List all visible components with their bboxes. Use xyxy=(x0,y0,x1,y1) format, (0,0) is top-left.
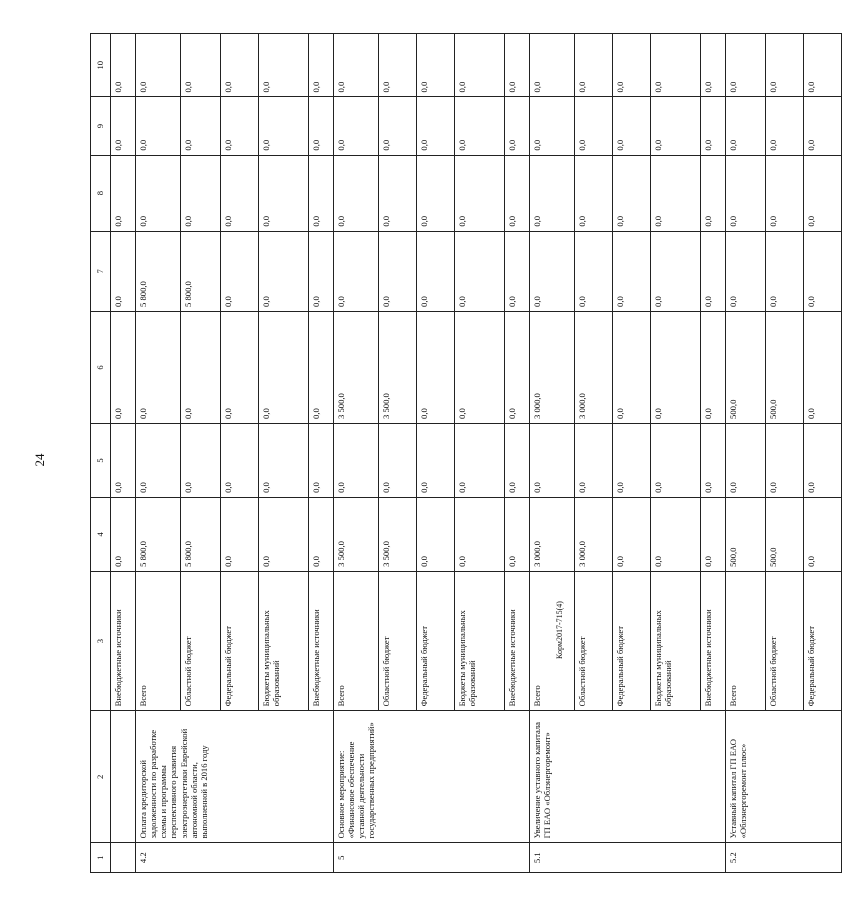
value-cell: 0,0 xyxy=(181,311,221,423)
value-cell: 0,0 xyxy=(726,97,766,155)
page-number: 24 xyxy=(32,453,47,467)
column-header: 6 xyxy=(91,311,111,423)
value-cell: 0,0 xyxy=(455,423,505,497)
value-cell: 0,0 xyxy=(309,497,334,571)
value-cell: 0,0 xyxy=(309,311,334,423)
value-cell: 0,0 xyxy=(766,34,804,97)
value-cell: 0,0 xyxy=(181,155,221,231)
value-cell: 0,0 xyxy=(575,34,613,97)
value-cell: 0,0 xyxy=(181,34,221,97)
value-cell: 0,0 xyxy=(804,311,842,423)
value-cell: 0,0 xyxy=(221,231,259,311)
value-cell: 0,0 xyxy=(726,423,766,497)
value-cell: 0,0 xyxy=(613,155,651,231)
value-cell: 5 800,0 xyxy=(181,231,221,311)
measure-name-cell: Оплата кредиторской задолженности по разработке схемы и программы перспективного развития электроэнергетики Еврейской автономной области, выполненной в 2016 году xyxy=(136,711,334,843)
value-cell: 0,0 xyxy=(111,497,136,571)
row-index-cell: 5.2 xyxy=(726,843,842,873)
value-cell: 0,0 xyxy=(505,155,530,231)
value-cell: 0,0 xyxy=(530,155,575,231)
column-header: 10 xyxy=(91,34,111,97)
value-cell: 0,0 xyxy=(701,155,726,231)
funding-source-cell: Областной бюджет xyxy=(181,571,221,710)
value-cell: 0,0 xyxy=(530,231,575,311)
value-cell: 0,0 xyxy=(111,423,136,497)
value-cell: 0,0 xyxy=(613,497,651,571)
value-cell: 0,0 xyxy=(726,231,766,311)
value-cell: 0,0 xyxy=(309,155,334,231)
value-cell: 0,0 xyxy=(379,423,417,497)
value-cell: 0,0 xyxy=(417,231,455,311)
value-cell: 0,0 xyxy=(334,423,379,497)
value-cell: 0,0 xyxy=(309,97,334,155)
measure-name-cell xyxy=(111,711,136,843)
value-cell: 0,0 xyxy=(613,231,651,311)
value-cell: 5 800,0 xyxy=(136,231,181,311)
value-cell: 0,0 xyxy=(505,423,530,497)
funding-source-cell: Всего xyxy=(530,571,575,710)
column-header: 3 xyxy=(91,571,111,710)
value-cell: 0,0 xyxy=(701,97,726,155)
row-index-cell: 5.1 xyxy=(530,843,726,873)
column-header: 7 xyxy=(91,231,111,311)
value-cell: 0,0 xyxy=(309,231,334,311)
value-cell: 5 800,0 xyxy=(181,497,221,571)
document-code: Корм2017-715(4) xyxy=(555,601,564,659)
value-cell: 500,0 xyxy=(726,311,766,423)
value-cell: 0,0 xyxy=(613,34,651,97)
value-cell: 0,0 xyxy=(455,497,505,571)
value-cell: 0,0 xyxy=(417,497,455,571)
value-cell: 0,0 xyxy=(505,231,530,311)
funding-source-cell: Федеральный бюджет xyxy=(613,571,651,710)
funding-source-cell: Областной бюджет xyxy=(575,571,613,710)
value-cell: 0,0 xyxy=(766,155,804,231)
value-cell: 0,0 xyxy=(575,231,613,311)
column-header: 4 xyxy=(91,497,111,571)
value-cell: 0,0 xyxy=(613,97,651,155)
value-cell: 0,0 xyxy=(111,34,136,97)
value-cell: 0,0 xyxy=(766,231,804,311)
value-cell: 0,0 xyxy=(136,34,181,97)
value-cell: 3 500,0 xyxy=(379,311,417,423)
value-cell: 0,0 xyxy=(726,155,766,231)
value-cell: 3 000,0 xyxy=(575,311,613,423)
value-cell: 0,0 xyxy=(259,497,309,571)
value-cell: 0,0 xyxy=(181,423,221,497)
value-cell: 0,0 xyxy=(455,311,505,423)
column-header: 9 xyxy=(91,97,111,155)
value-cell: 0,0 xyxy=(651,311,701,423)
value-cell: 0,0 xyxy=(221,423,259,497)
value-cell: 0,0 xyxy=(505,34,530,97)
value-cell: 0,0 xyxy=(309,34,334,97)
value-cell: 0,0 xyxy=(259,97,309,155)
value-cell: 0,0 xyxy=(651,497,701,571)
value-cell: 0,0 xyxy=(613,311,651,423)
funding-source-cell: Федеральный бюджет xyxy=(221,571,259,710)
value-cell: 0,0 xyxy=(111,97,136,155)
value-cell: 0,0 xyxy=(417,423,455,497)
value-cell: 0,0 xyxy=(455,97,505,155)
value-cell: 0,0 xyxy=(575,97,613,155)
budget-table xyxy=(90,33,842,873)
value-cell: 0,0 xyxy=(575,423,613,497)
column-header: 1 xyxy=(91,843,111,873)
measure-name-cell: Увеличение уставного капитала ГП ЕАО «Облэнергоремонт» xyxy=(530,711,726,843)
value-cell: 0,0 xyxy=(701,423,726,497)
value-cell: 0,0 xyxy=(136,155,181,231)
funding-source-cell: Бюджеты муниципальных образований xyxy=(651,571,701,710)
funding-source-cell: Всего xyxy=(726,571,766,710)
value-cell: 0,0 xyxy=(379,155,417,231)
value-cell: 0,0 xyxy=(379,231,417,311)
value-cell: 0,0 xyxy=(766,423,804,497)
header-row xyxy=(91,34,111,873)
value-cell: 0,0 xyxy=(334,155,379,231)
value-cell: 0,0 xyxy=(136,423,181,497)
value-cell: 0,0 xyxy=(259,34,309,97)
value-cell: 0,0 xyxy=(804,34,842,97)
value-cell: 500,0 xyxy=(766,311,804,423)
value-cell: 3 000,0 xyxy=(530,497,575,571)
funding-source-cell: Всего xyxy=(334,571,379,710)
value-cell: 0,0 xyxy=(259,155,309,231)
value-cell: 0,0 xyxy=(651,97,701,155)
value-cell: 3 500,0 xyxy=(379,497,417,571)
value-cell: 0,0 xyxy=(530,423,575,497)
value-cell: 0,0 xyxy=(575,155,613,231)
value-cell: 0,0 xyxy=(701,231,726,311)
value-cell: 0,0 xyxy=(379,97,417,155)
table-container xyxy=(90,33,816,873)
value-cell: 500,0 xyxy=(766,497,804,571)
value-cell: 0,0 xyxy=(221,155,259,231)
value-cell: 0,0 xyxy=(309,423,334,497)
funding-source-cell: Бюджеты муниципальных образований xyxy=(259,571,309,710)
funding-source-cell: Федеральный бюджет xyxy=(417,571,455,710)
value-cell: 0,0 xyxy=(417,155,455,231)
value-cell: 0,0 xyxy=(505,497,530,571)
value-cell: 0,0 xyxy=(804,423,842,497)
column-header: 5 xyxy=(91,423,111,497)
value-cell: 5 800,0 xyxy=(136,497,181,571)
value-cell: 0,0 xyxy=(221,34,259,97)
value-cell: 0,0 xyxy=(804,155,842,231)
value-cell: 0,0 xyxy=(530,97,575,155)
value-cell: 3 000,0 xyxy=(530,311,575,423)
value-cell: 0,0 xyxy=(259,311,309,423)
value-cell: 3 000,0 xyxy=(575,497,613,571)
value-cell: 0,0 xyxy=(417,311,455,423)
value-cell: 0,0 xyxy=(651,231,701,311)
value-cell: 0,0 xyxy=(651,155,701,231)
value-cell: 0,0 xyxy=(530,34,575,97)
row-index-cell xyxy=(111,843,136,873)
table-row xyxy=(334,34,379,873)
value-cell: 0,0 xyxy=(259,423,309,497)
funding-source-cell: Областной бюджет xyxy=(766,571,804,710)
column-header: 2 xyxy=(91,711,111,843)
value-cell: 0,0 xyxy=(455,231,505,311)
value-cell: 0,0 xyxy=(455,155,505,231)
value-cell: 0,0 xyxy=(181,97,221,155)
row-index-cell: 5 xyxy=(334,843,530,873)
measure-name-cell: Уставный капитал ГП ЕАО «Облэнергоремонт плюс» xyxy=(726,711,842,843)
rotated-page-body xyxy=(90,33,816,873)
value-cell: 0,0 xyxy=(701,497,726,571)
value-cell: 0,0 xyxy=(221,497,259,571)
funding-source-cell: Внебюджетные источники xyxy=(309,571,334,710)
value-cell: 0,0 xyxy=(505,97,530,155)
funding-source-cell: Бюджеты муниципальных образований xyxy=(455,571,505,710)
value-cell: 0,0 xyxy=(804,497,842,571)
value-cell: 0,0 xyxy=(701,34,726,97)
value-cell: 0,0 xyxy=(505,311,530,423)
value-cell: 0,0 xyxy=(804,97,842,155)
value-cell: 0,0 xyxy=(136,311,181,423)
value-cell: 0,0 xyxy=(417,34,455,97)
value-cell: 0,0 xyxy=(221,97,259,155)
value-cell: 0,0 xyxy=(651,34,701,97)
table-row xyxy=(726,34,766,873)
table-row xyxy=(530,34,575,873)
funding-source-cell: Областной бюджет xyxy=(379,571,417,710)
column-header: 8 xyxy=(91,155,111,231)
funding-source-cell: Всего xyxy=(136,571,181,710)
value-cell: 0,0 xyxy=(259,231,309,311)
value-cell: 0,0 xyxy=(766,97,804,155)
value-cell: 0,0 xyxy=(701,311,726,423)
table-row xyxy=(136,34,181,873)
value-cell: 0,0 xyxy=(379,34,417,97)
value-cell: 0,0 xyxy=(221,311,259,423)
value-cell: 0,0 xyxy=(455,34,505,97)
table-row xyxy=(111,34,136,873)
value-cell: 0,0 xyxy=(613,423,651,497)
value-cell: 0,0 xyxy=(334,231,379,311)
value-cell: 3 500,0 xyxy=(334,311,379,423)
value-cell: 0,0 xyxy=(804,231,842,311)
value-cell: 0,0 xyxy=(111,155,136,231)
value-cell: 0,0 xyxy=(111,311,136,423)
value-cell: 0,0 xyxy=(334,97,379,155)
funding-source-cell: Внебюджетные источники xyxy=(505,571,530,710)
funding-source-cell: Внебюджетные источники xyxy=(111,571,136,710)
value-cell: 3 500,0 xyxy=(334,497,379,571)
value-cell: 0,0 xyxy=(417,97,455,155)
value-cell: 0,0 xyxy=(726,34,766,97)
funding-source-cell: Внебюджетные источники xyxy=(701,571,726,710)
row-index-cell: 4.2 xyxy=(136,843,334,873)
value-cell: 500,0 xyxy=(726,497,766,571)
value-cell: 0,0 xyxy=(111,231,136,311)
measure-name-cell: Основное мероприятие: «Финансовое обеспечение уставной деятельности государственных предприятий» xyxy=(334,711,530,843)
value-cell: 0,0 xyxy=(334,34,379,97)
value-cell: 0,0 xyxy=(136,97,181,155)
value-cell: 0,0 xyxy=(651,423,701,497)
funding-source-cell: Федеральный бюджет xyxy=(804,571,842,710)
